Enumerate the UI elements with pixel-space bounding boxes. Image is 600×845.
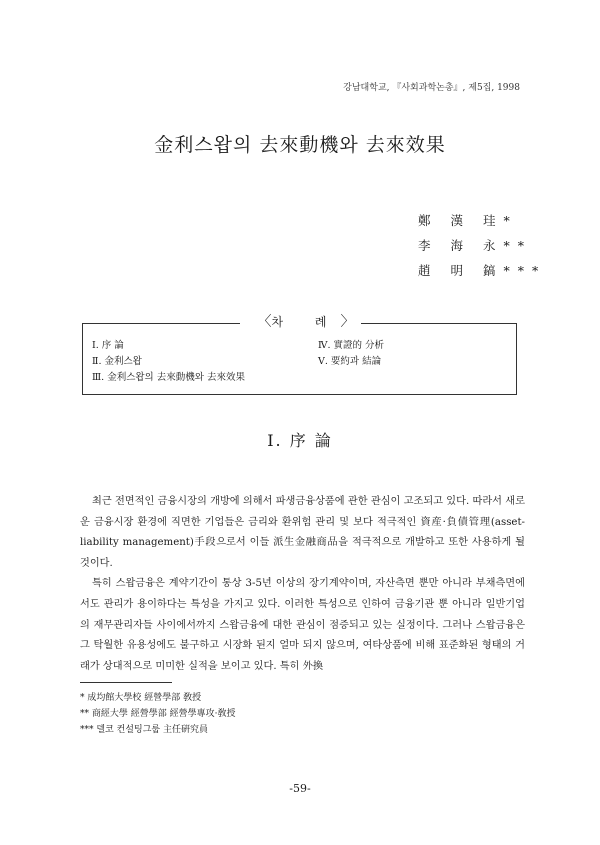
paper-title: 金利스왑의 去來動機와 去來效果 (154, 134, 446, 156)
toc-item: Ⅳ. 實證的 分析 (318, 340, 385, 351)
toc-left-column (92, 338, 245, 386)
toc-item: Ⅲ. 金利스왑의 去來動機와 去來效果 (92, 372, 245, 383)
footnote-divider (80, 682, 172, 683)
paragraph: 특히 스왑금융은 계약기간이 통상 3-5년 이상의 장기계약이며, 자산측면 뿐만 아니라 부채측면에서도 관리가 용이하다는 특성을 가지고 있다. 이러한 특성으로 인하여 금융기관 뿐 아니라 일반기업의 재무관리자들 사이에서까지 스왑금융에 대한 관심이 점증되고 있는 실정이다. 그러나 스왑금융은 그 탁월한 유용성에도 불구하고 시장화 된지 얼마 되지 않으며, 여타상품에 비해 표준화된 형태의 거래가 상대적으로 미미한 실적을 보이고 있다. 특히 外換 (80, 578, 525, 672)
footnote: *** 델코 컨설팅그룹 主任硏究員 (80, 725, 208, 735)
toc-item: Ⅴ. 要約과 結論 (318, 356, 382, 367)
journal-citation: 강남대학교, 『사회과학논총』, 제5집, 1998 (343, 83, 520, 93)
author-list (418, 208, 548, 283)
paragraph: 최근 전면적인 금융시장의 개방에 의해서 파생금융상품에 관한 관심이 고조되고 있다. 따라서 새로운 금융시장 환경에 직면한 기업들은 금리와 환위험 관리 및 보다 적극적인 資産·負債管理(asset-liability management)手段으로서 이들 派生金融商品을 적극적으로 개발하고 또한 사용하게 될 것이다. (80, 496, 525, 569)
author-2: 李 海 永** (418, 238, 532, 253)
footnotes (80, 690, 380, 738)
toc-bracket-left: 〈 (257, 314, 272, 330)
toc-item: Ⅱ. 金利스왑 (92, 356, 142, 367)
toc-title-text: 차 례 (271, 315, 341, 329)
author-1: 鄭 漢 珪* (418, 213, 518, 228)
footnote: * 成均館大學校 經營學部 敎授 (80, 693, 202, 703)
footnote: ** 商經大學 經營學部 經營學專攻·敎授 (80, 709, 236, 719)
toc-item: Ⅰ. 序 論 (92, 340, 124, 351)
author-3: 趙 明 鎬*** (418, 263, 547, 278)
toc-bracket-right: 〉 (340, 314, 355, 330)
toc-heading (0, 311, 600, 331)
page-number: -59- (289, 782, 311, 795)
toc-right-column (318, 338, 384, 370)
body-text (80, 492, 525, 677)
section-heading: Ⅰ. 序 論 (267, 431, 333, 450)
